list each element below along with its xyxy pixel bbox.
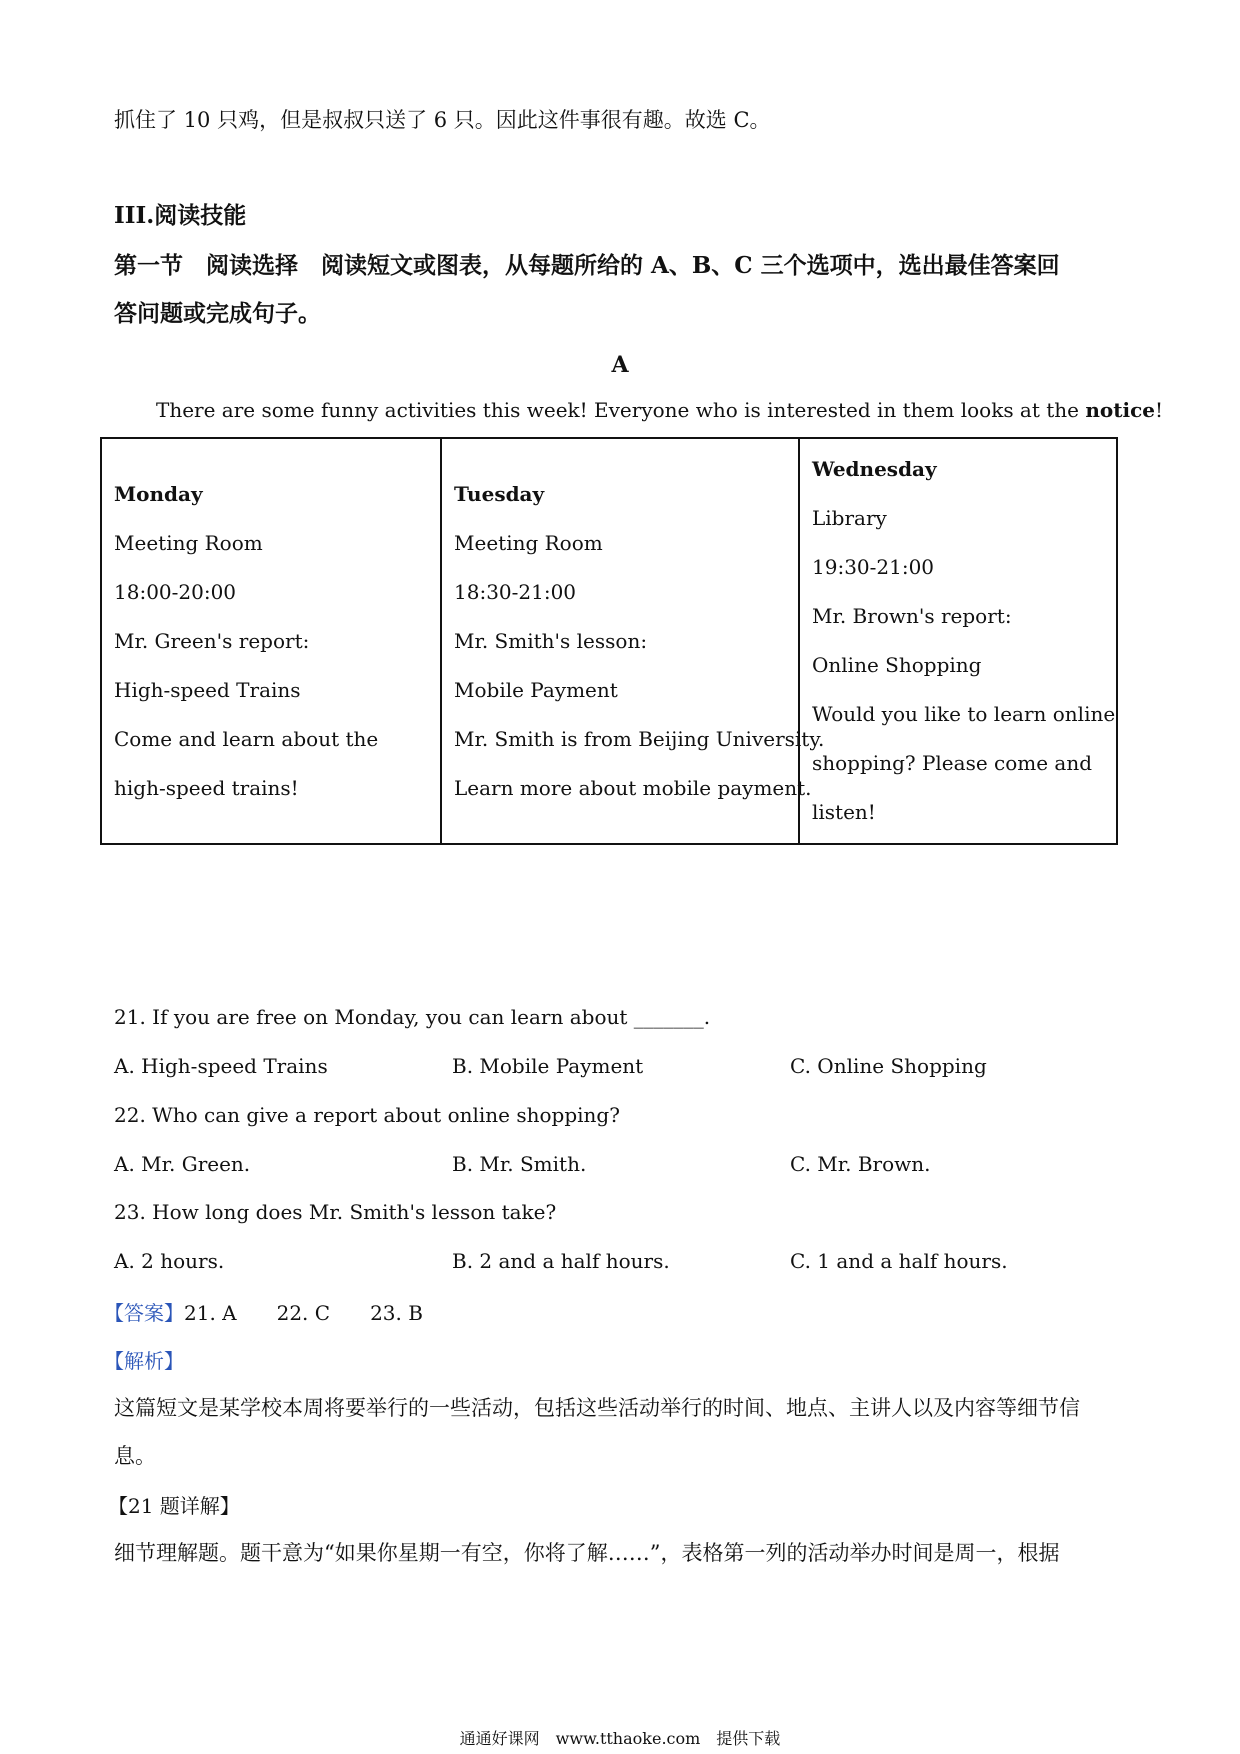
footer-credit: 通通好课网 www.tthaoke.com 提供下载 — [459, 1729, 781, 1748]
tuesday-day: Tuesday — [454, 481, 545, 506]
analysis-line-1: 这篇短文是某学校本周将要举行的一些活动，包括这些活动举行的时间、地点、主讲人以及内容等细节信 — [114, 1396, 1080, 1420]
detail-line: 细节理解题。题干意为“如果你星期一有空，你将了解……”，表格第一列的活动举办时间是周一，根据 — [114, 1541, 1060, 1565]
tuesday-speaker: Mr. Smith's lesson: — [454, 628, 648, 653]
intro-bold-word: notice — [1085, 398, 1155, 422]
intro-text: There are some funny activities this week! Everyone who is interested in them looks at the — [156, 398, 1086, 422]
wednesday-desc-2: shopping? Please come and — [812, 751, 1093, 775]
monday-speaker: Mr. Green's report: — [114, 628, 310, 653]
monday-place: Meeting Room — [114, 530, 263, 555]
tuesday-time: 18:30-21:00 — [454, 579, 577, 604]
wednesday-desc-3: listen! — [812, 800, 876, 824]
wednesday-topic: Online Shopping — [812, 653, 982, 677]
question-23-stem: 23. How long does Mr. Smith's lesson take? — [114, 1200, 557, 1224]
monday-desc-2: high-speed trains! — [114, 775, 299, 800]
monday-time: 18:00-20:00 — [114, 579, 237, 604]
answer-values: 21. A 22. C 23. B — [184, 1301, 423, 1325]
instruction-line-1: 第一节 阅读选择 阅读短文或图表，从每题所给的 A、B、C 三个选项中，选出最佳答案回 — [114, 252, 1060, 279]
question-23-option-a: A. 2 hours. — [114, 1249, 225, 1273]
section-heading: III.阅读技能 — [114, 202, 247, 229]
question-23-option-b: B. 2 and a half hours. — [452, 1249, 670, 1273]
passage-label: A — [611, 352, 629, 378]
question-21-option-c: C. Online Shopping — [790, 1054, 987, 1078]
detail-label: 【21 题详解】 — [108, 1494, 240, 1518]
wednesday-day: Wednesday — [812, 457, 937, 481]
answer-label: 【答案】 — [104, 1301, 184, 1325]
monday-cell — [101, 438, 441, 844]
question-23-option-c: C. 1 and a half hours. — [790, 1249, 1008, 1273]
tuesday-cell — [441, 438, 825, 844]
monday-topic: High-speed Trains — [114, 677, 301, 702]
tuesday-place: Meeting Room — [454, 530, 603, 555]
question-21-option-b: B. Mobile Payment — [452, 1054, 644, 1078]
question-22-option-c: C. Mr. Brown. — [790, 1152, 931, 1176]
question-22-stem: 22. Who can give a report about online shopping? — [114, 1103, 620, 1127]
wednesday-desc-1: Would you like to learn online — [812, 702, 1116, 726]
instruction-line-2: 答问题或完成句子。 — [114, 300, 321, 327]
answer-line — [104, 1297, 423, 1326]
analysis-line-2: 息。 — [114, 1444, 156, 1468]
wednesday-cell — [799, 438, 1117, 844]
question-22-option-b: B. Mr. Smith. — [452, 1152, 587, 1176]
wednesday-speaker: Mr. Brown's report: — [812, 604, 1012, 628]
monday-day: Monday — [114, 481, 203, 506]
question-21-option-a: A. High-speed Trains — [114, 1054, 328, 1078]
top-line: 抓住了 10 只鸡，但是叔叔只送了 6 只。因此这件事很有趣。故选 C。 — [114, 108, 771, 132]
wednesday-time: 19:30-21:00 — [812, 555, 935, 579]
analysis-label: 【解析】 — [104, 1349, 184, 1373]
wednesday-place: Library — [812, 506, 887, 530]
tuesday-desc-1: Mr. Smith is from Beijing University. — [454, 726, 825, 751]
tuesday-desc-2: Learn more about mobile payment. — [454, 775, 812, 800]
notice-table — [100, 437, 1118, 845]
intro-end: ! — [1155, 398, 1164, 422]
notice-intro — [156, 398, 1163, 422]
question-21-stem: 21. If you are free on Monday, you can learn about _______. — [114, 1005, 711, 1029]
monday-desc-1: Come and learn about the — [114, 726, 379, 751]
question-22-option-a: A. Mr. Green. — [114, 1152, 251, 1176]
tuesday-topic: Mobile Payment — [454, 677, 618, 702]
